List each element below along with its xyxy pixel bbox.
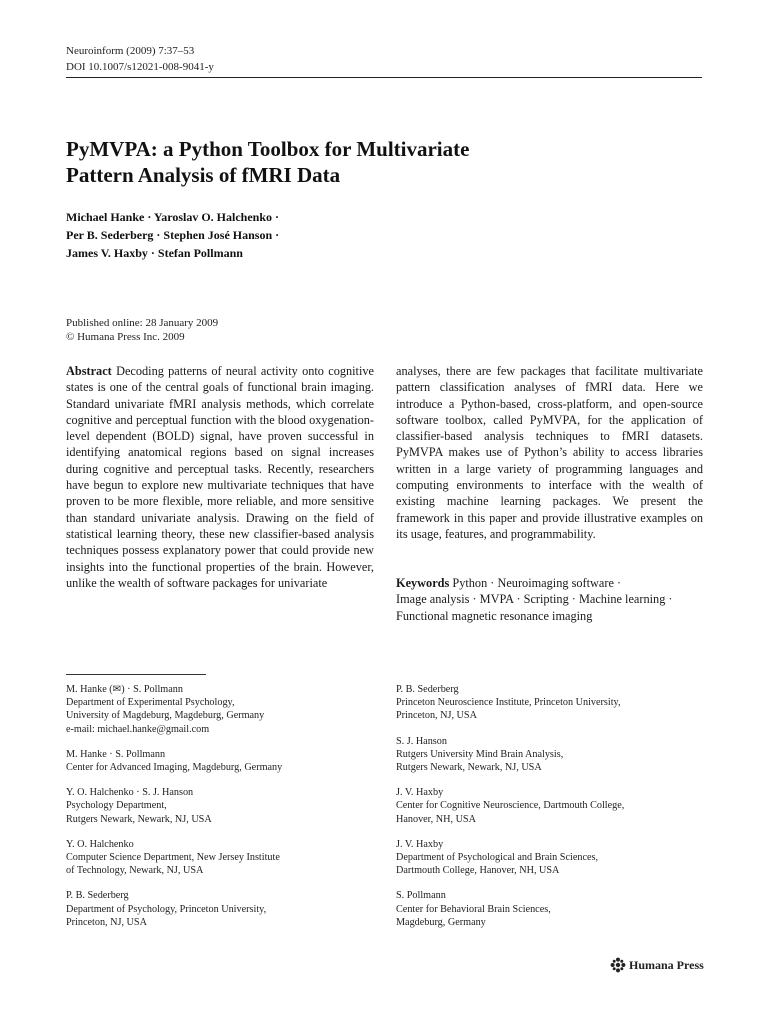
affiliation-line: Rutgers University Mind Brain Analysis, (396, 748, 564, 760)
title-line: Pattern Analysis of fMRI Data (66, 163, 341, 187)
affiliation-line: P. B. Sederberg (66, 890, 129, 902)
affiliation-block (66, 838, 376, 878)
affiliation-line: Rutgers Newark, Newark, NJ, USA (66, 813, 212, 825)
author-line: Per B. Sederberg · Stephen José Hanson · (66, 228, 280, 242)
affiliation-block (396, 683, 716, 723)
affiliation-line: Psychology Department, (66, 800, 167, 812)
affiliation-line: Princeton Neuroscience Institute, Princeton University, (396, 697, 621, 709)
affiliation-line: Department of Psychological and Brain Sciences, (396, 852, 598, 864)
affiliation-line: e-mail: michael.hanke@gmail.com (66, 723, 210, 735)
affiliation-block (396, 838, 716, 878)
affiliation-line: Center for Cognitive Neuroscience, Dartmouth College, (396, 800, 625, 812)
affiliation-block (66, 683, 376, 736)
keywords-line: Functional magnetic resonance imaging (396, 608, 593, 623)
publication-info (66, 316, 218, 344)
published-date: Published online: 28 January 2009 (66, 317, 219, 329)
affiliation-line: Center for Advanced Imaging, Magdeburg, Germany (66, 762, 283, 774)
copyright: © Humana Press Inc. 2009 (66, 331, 185, 343)
abstract-right-column (396, 363, 703, 542)
affiliation-line: Y. O. Halchenko (66, 838, 134, 850)
affiliation-line: Princeton, NJ, USA (396, 710, 477, 722)
header-rule (66, 77, 702, 78)
footnote-rule (66, 674, 206, 675)
affiliation-line: Princeton, NJ, USA (66, 916, 147, 928)
journal-citation: Neuroinform (2009) 7:37–53 (66, 45, 195, 57)
affiliation-line: Magdeburg, Germany (396, 916, 486, 928)
keywords-heading: Keywords (396, 576, 450, 590)
affiliation-line: J. V. Haxby (396, 787, 444, 799)
affiliation-line: Y. O. Halchenko · S. J. Hanson (66, 787, 194, 799)
affiliation-block (396, 786, 716, 826)
author-line: Michael Hanke · Yaroslav O. Halchenko · (66, 210, 280, 224)
affiliation-line: M. Hanke (✉) · S. Pollmann (66, 684, 183, 695)
affiliation-line: P. B. Sederberg (396, 684, 459, 695)
author-list (66, 208, 279, 262)
affiliation-line: S. Pollmann (396, 890, 446, 902)
keywords (396, 575, 714, 624)
abstract-left-column (66, 363, 374, 591)
humana-press-logo-icon (610, 957, 626, 973)
affiliation-line: Department of Experimental Psychology, (66, 697, 235, 709)
affiliation-line: Department of Psychology, Princeton University, (66, 903, 267, 915)
keywords-line: Image analysis · MVPA · Scripting · Machine learning · (396, 592, 673, 607)
affiliations-right (396, 683, 716, 941)
affiliation-block (66, 786, 376, 826)
affiliation-line: Computer Science Department, New Jersey Institute (66, 852, 280, 864)
affiliation-block (66, 748, 376, 774)
affiliations-left (66, 683, 376, 941)
affiliation-line: University of Magdeburg, Magdeburg, Germany (66, 710, 265, 722)
doi: DOI 10.1007/s12021-008-9041-y (66, 61, 214, 73)
affiliation-block (66, 889, 376, 929)
affiliation-line: Dartmouth College, Hanover, NH, USA (396, 865, 560, 877)
affiliation-line: Center for Behavioral Brain Sciences, (396, 903, 551, 915)
affiliation-block (396, 889, 716, 929)
affiliation-line: Hanover, NH, USA (396, 813, 476, 825)
abstract-text-right: analyses, there are few packages that facilitate multivariate pattern classification analyses of fMRI data. Here we introduce a Python-based, cross-platform, and open-source software toolbox, called PyMVPA, for the application of classifier-based analysis techniques to fMRI datasets. PyMVPA makes use of Python’s ability to access libraries written in a large variety of programming languages and computing environments to interface with the wealth of existing machine learning packages. We present the framework in this paper and provide illustrative examples on its usage, features, and programmability. (396, 364, 703, 541)
abstract-heading: Abstract (66, 364, 112, 378)
affiliation-line: J. V. Haxby (396, 838, 444, 850)
title-line: PyMVPA: a Python Toolbox for Multivariate (66, 137, 470, 161)
publisher-logo (610, 957, 704, 973)
affiliation-line: Rutgers Newark, Newark, NJ, USA (396, 762, 542, 774)
abstract-text-left: Decoding patterns of neural activity onto cognitive states is one of the central goals of functional brain imaging. Standard univariate fMRI analysis methods, which correlate cognitive and perceptual function with the blood oxygenation-level dependent (BOLD) signal, have proven successful in identifying anatomical regions based on signal increases during cognitive and perceptual tasks. Recently, researchers have begun to explore new multivariate techniques that have proven to be more flexible, more reliable, and more sensitive than standard univariate analysis. Drawing on the field of statistical learning theory, these new classifier-based analysis techniques possess explanatory power that could provide new insights into the functional properties of the brain. However, unlike the wealth of software packages for univariate (66, 364, 374, 590)
publisher-name: Humana Press (629, 957, 704, 972)
affiliation-line: M. Hanke · S. Pollmann (66, 748, 166, 760)
affiliation-block (396, 735, 716, 775)
keywords-line: Python · Neuroimaging software · (452, 576, 622, 590)
affiliation-line: of Technology, Newark, NJ, USA (66, 865, 204, 877)
affiliation-line: S. J. Hanson (396, 735, 447, 747)
journal-header (66, 43, 214, 75)
paper-title (66, 136, 666, 188)
author-line: James V. Haxby · Stefan Pollmann (66, 246, 243, 260)
